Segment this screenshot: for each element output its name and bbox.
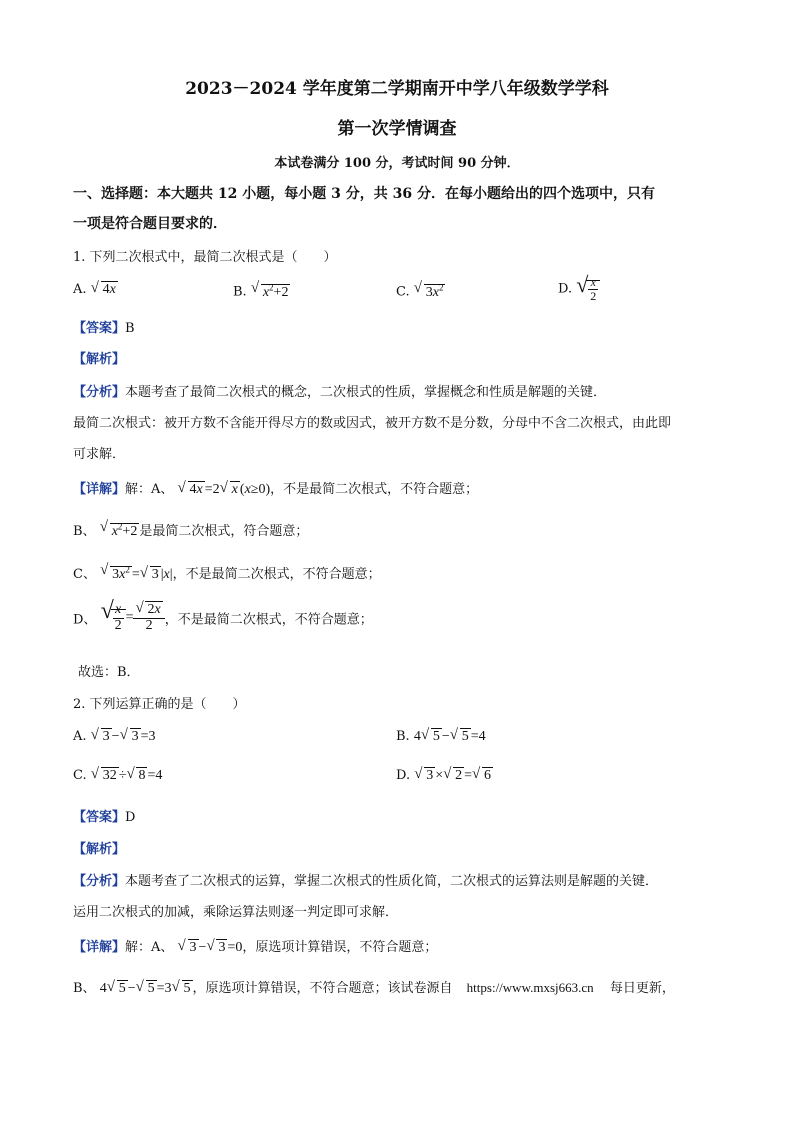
q1-option-d-label: D. [558, 281, 573, 297]
q1-detail-b [73, 520, 308, 540]
q1-conclusion: 故选：B． [78, 665, 140, 680]
q2-method: 运用二次根式的加减，乘除运算法则逐一判定即可求解． [73, 905, 399, 920]
section-heading-line2: 一项是符合题目要求的． [73, 216, 227, 232]
q1-detail-b-expr: √ $x^2+2$ [99, 519, 138, 539]
q2-analysis-tag: 【分析】 [73, 874, 126, 889]
q2-detail-b [73, 977, 675, 997]
q2-option-b [396, 729, 486, 745]
q1-detail-tag: 【详解】 [73, 482, 126, 497]
q1-detail-a-suffix: ，不是最简二次根式，不符合题意； [270, 482, 479, 497]
section-heading-line1: 一、选择题：本大题共 12 小题，每小题 3 分，共 36 分．在每小题给出的四个选项中，只有 [73, 186, 655, 202]
q1-analysis-tag: 【分析】 [73, 385, 126, 400]
exam-info: 本试卷满分 100 分，考试时间 90 分钟． [274, 156, 520, 171]
q2-answer [73, 806, 135, 825]
q2-option-a-expr: √ 3 − √ 3 =3 [90, 727, 156, 744]
q1-detail-d [73, 598, 373, 633]
q1-detail-c-expr: √ $3x^2$ = √ 3 |x| [100, 562, 173, 582]
q2-option-d-expr: √ 3 × √ 2 = √ 6 [414, 766, 492, 783]
q2-option-d [396, 768, 493, 784]
q1-detail-a-prefix: 解：A、 [125, 482, 174, 497]
q2-stem: 2. 下列运算正确的是（ ） [73, 697, 246, 712]
q2-option-b-expr: 4 √ 5 − √ 5 =4 [413, 727, 486, 744]
q2-option-a-label: A. [73, 729, 87, 744]
q2-answer-value: D [125, 810, 136, 825]
q1-stem: 1. 下列二次根式中，最简二次根式是（ ） [73, 250, 337, 265]
q2-option-c-expr: √ 32 ÷ √ 8 =4 [90, 766, 163, 783]
q1-option-b-expr: √ $x^2+2$ [250, 280, 289, 300]
q2-detail-b-expr: 4 √ 5 − √ 5 =3 √ 5 [99, 979, 191, 996]
q1-definition-line1: 最简二次根式：被开方数不含能开得尽方的数或因式，被开方数不是分数，分母中不含二次根式，由此即 [73, 416, 672, 431]
exam-title-line1: 2023－2024 学年度第二学期南开中学八年级数学学科 [185, 79, 609, 99]
q2-option-c-label: C. [73, 768, 87, 783]
q2-detail-a-expr: √ 3 − √ 3 =0 [177, 938, 243, 955]
q1-option-c-expr: √ $3x^2$ [413, 280, 444, 300]
q1-answer-tag: 【答案】 [73, 321, 126, 336]
q1-analysis-text: 本题考查了最简二次根式的概念，二次根式的性质，掌握概念和性质是解题的关键． [125, 385, 607, 400]
q2-jiexi-tag: 【解析】 [73, 842, 126, 857]
q1-detail-c-suffix: ，不是最简二次根式，不符合题意； [172, 567, 381, 582]
q1-option-d-expr: √ $\frac{x}{2}$ [576, 281, 600, 296]
q1-jiexi-tag: 【解析】 [73, 352, 126, 367]
source-url-link[interactable]: https://www.mxsj663.cn [466, 980, 594, 995]
q1-option-a [73, 282, 118, 298]
q1-detail-d-expr: √ $\frac{x}{2}$ = √ 2x 2 [101, 610, 165, 625]
q2-analysis-text: 本题考查了二次根式的运算，掌握二次根式的性质化简，二次根式的运算法则是解题的关键． [125, 874, 659, 889]
q1-option-b [233, 282, 290, 301]
q1-option-c-label: C. [396, 284, 410, 300]
q1-option-c [396, 282, 445, 301]
exam-title-line2: 第一次学情调查 [337, 119, 457, 139]
q2-option-b-label: B. [396, 729, 410, 744]
q2-detail-tag: 【详解】 [73, 940, 126, 955]
q1-option-a-label: A. [73, 282, 87, 297]
q1-detail-b-suffix: 是最简二次根式，符合题意； [139, 524, 309, 539]
q1-detail-c [73, 563, 381, 583]
q1-answer [73, 317, 135, 336]
q2-detail-a-suffix: ，原选项计算错误，不符合题意； [242, 940, 438, 955]
q1-option-b-label: B. [233, 284, 247, 300]
q2-option-c [73, 768, 162, 784]
q1-detail-d-prefix: D、 [73, 612, 97, 628]
q1-answer-value: B [125, 321, 135, 336]
q1-analysis [73, 381, 606, 400]
q1-detail-d-suffix: ，不是最简二次根式，不符合题意； [164, 612, 373, 628]
q1-detail-b-prefix: B、 [73, 524, 96, 539]
q1-detail-c-prefix: C、 [73, 567, 96, 582]
q2-detail-a-prefix: 解：A、 [125, 940, 174, 955]
q2-detail-a [73, 936, 437, 956]
q2-option-d-label: D. [396, 768, 411, 783]
q1-detail-a [73, 478, 478, 498]
q2-detail-b-suffix: ，原选项计算错误，不符合题意；该试卷源自 [192, 981, 453, 996]
q2-option-a [73, 729, 155, 745]
q2-answer-tag: 【答案】 [73, 810, 126, 825]
q1-option-a-expr: √ 4x [90, 280, 116, 297]
daily-update-note: 每日更新， [609, 981, 675, 996]
q2-analysis [73, 870, 658, 889]
q1-definition-line2: 可求解． [73, 447, 126, 462]
q1-option-d [558, 272, 600, 303]
q1-detail-a-expr: √ 4x =2 √ x (x≥0) [177, 480, 271, 497]
q2-detail-b-prefix: B、 [73, 981, 96, 996]
